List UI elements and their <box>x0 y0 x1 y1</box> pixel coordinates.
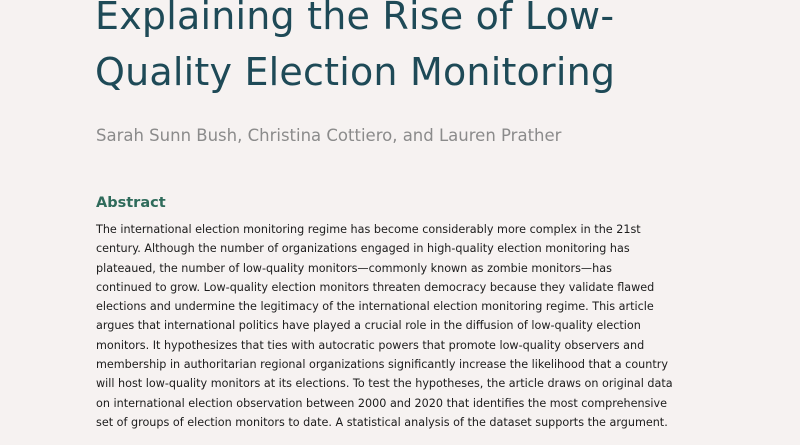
abstract-body <box>96 220 796 432</box>
abstract-line: will host low-quality monitors at its elections. To test the hypotheses, the article draws on original data <box>96 377 673 391</box>
paper-authors: Sarah Sunn Bush, Christina Cottiero, and Lauren Prather <box>96 126 562 145</box>
abstract-line: monitors. It hypothesizes that ties with autocratic powers that promote low-quality observers and <box>96 338 645 352</box>
abstract-heading: Abstract <box>96 195 166 211</box>
abstract-line: century. Although the number of organizations engaged in high-quality election monitoring has <box>96 242 630 256</box>
paper-title <box>95 0 785 100</box>
abstract-line: The international election monitoring regime has become considerably more complex in the 21st <box>96 223 641 236</box>
paper-title-line-1: Explaining the Rise of Low- <box>95 0 615 38</box>
abstract-line: elections and undermine the legitimacy of the international election monitoring regime. This article <box>96 300 654 314</box>
paper-title-line-2: Quality Election Monitoring <box>95 50 616 94</box>
abstract-line: membership in authoritarian regional organizations significantly increase the likelihood that a country <box>96 358 668 372</box>
abstract-line: argues that international politics have played a crucial role in the diffusion of low-quality election <box>96 319 641 333</box>
abstract-line: continued to grow. Low-quality election monitors threaten democracy because they validate flawed <box>96 280 655 294</box>
abstract-line: on international election observation between 2000 and 2020 that identifies the most comprehensive <box>96 396 668 410</box>
abstract-line: plateaued, the number of low-quality monitors—commonly known as zombie monitors—has <box>96 261 612 275</box>
abstract-line: set of groups of election monitors to date. A statistical analysis of the dataset supports the argument. <box>96 415 668 429</box>
